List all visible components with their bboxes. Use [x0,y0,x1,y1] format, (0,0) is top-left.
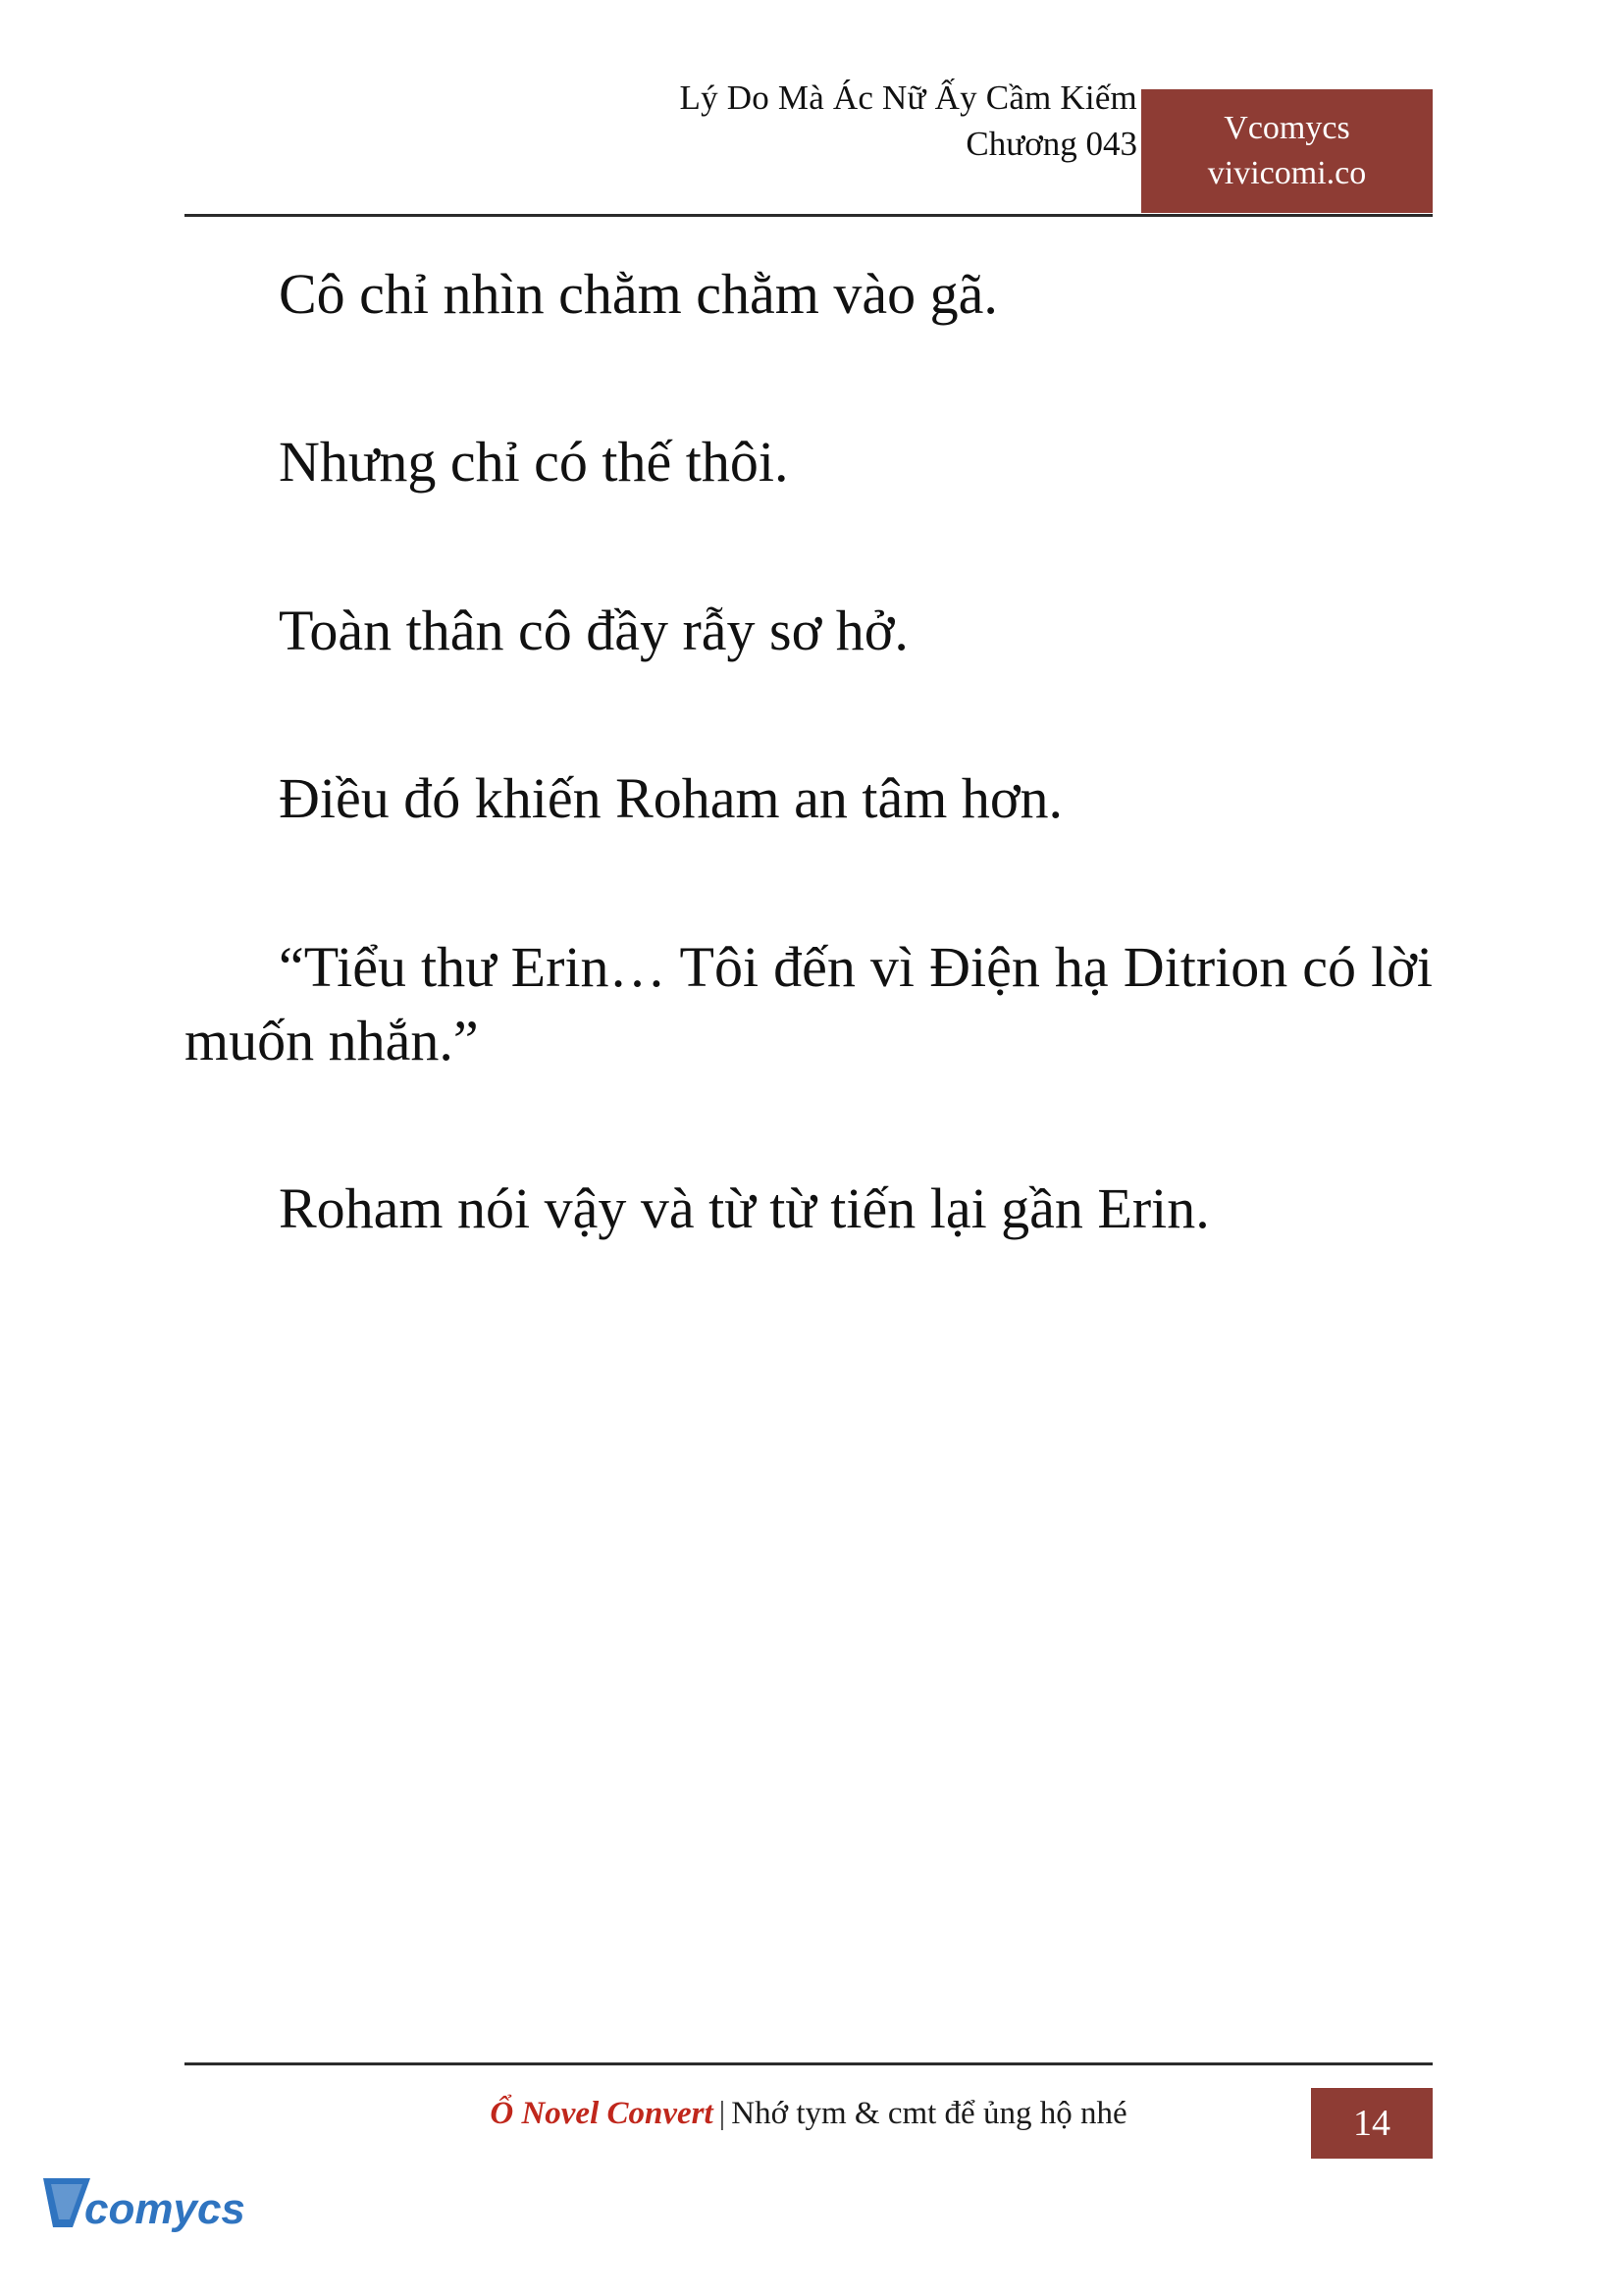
svg-text:comycs: comycs [84,2185,245,2233]
header-divider [184,214,1433,217]
paragraph: Cô chỉ nhìn chằm chằm vào gã. [279,262,998,326]
footer-note: Nhớ tym & cmt để ủng hộ nhé [731,2096,1127,2131]
vcomycs-logo [39,2170,265,2261]
footer-credit [184,2096,1433,2132]
paragraph: “Tiểu thư Erin… Tôi đến vì Điện hạ Ditrion có lời muốn nhắn.” [184,934,1433,1072]
chapter-label: Chương 043 [966,124,1137,163]
brand-badge [1141,89,1433,213]
converter-name: Ổ Novel Convert [490,2096,713,2131]
page-header [184,77,1433,214]
footer-divider [184,2062,1433,2065]
header-title-block [333,77,1137,167]
page-footer [184,2062,1433,2180]
paragraph: Nhưng chỉ có thế thôi. [279,430,789,495]
page-title: Lý Do Mà Ác Nữ Ấy Cầm Kiếm [679,78,1137,117]
brand-site: vivicomi.co [1207,155,1367,191]
paragraph: Điều đó khiến Roham an tâm hơn. [279,766,1064,831]
footer-separator: | [718,2096,726,2131]
page-content [184,257,1433,1246]
brand-name: Vcomycs [1224,110,1350,147]
footer-content [184,2088,1433,2159]
paragraph: Toàn thân cô đầy rẫy sơ hở. [279,598,909,662]
paragraph: Roham nói vậy và từ từ tiến lại gần Erin. [279,1176,1210,1241]
page-number-badge: 14 [1311,2088,1433,2159]
